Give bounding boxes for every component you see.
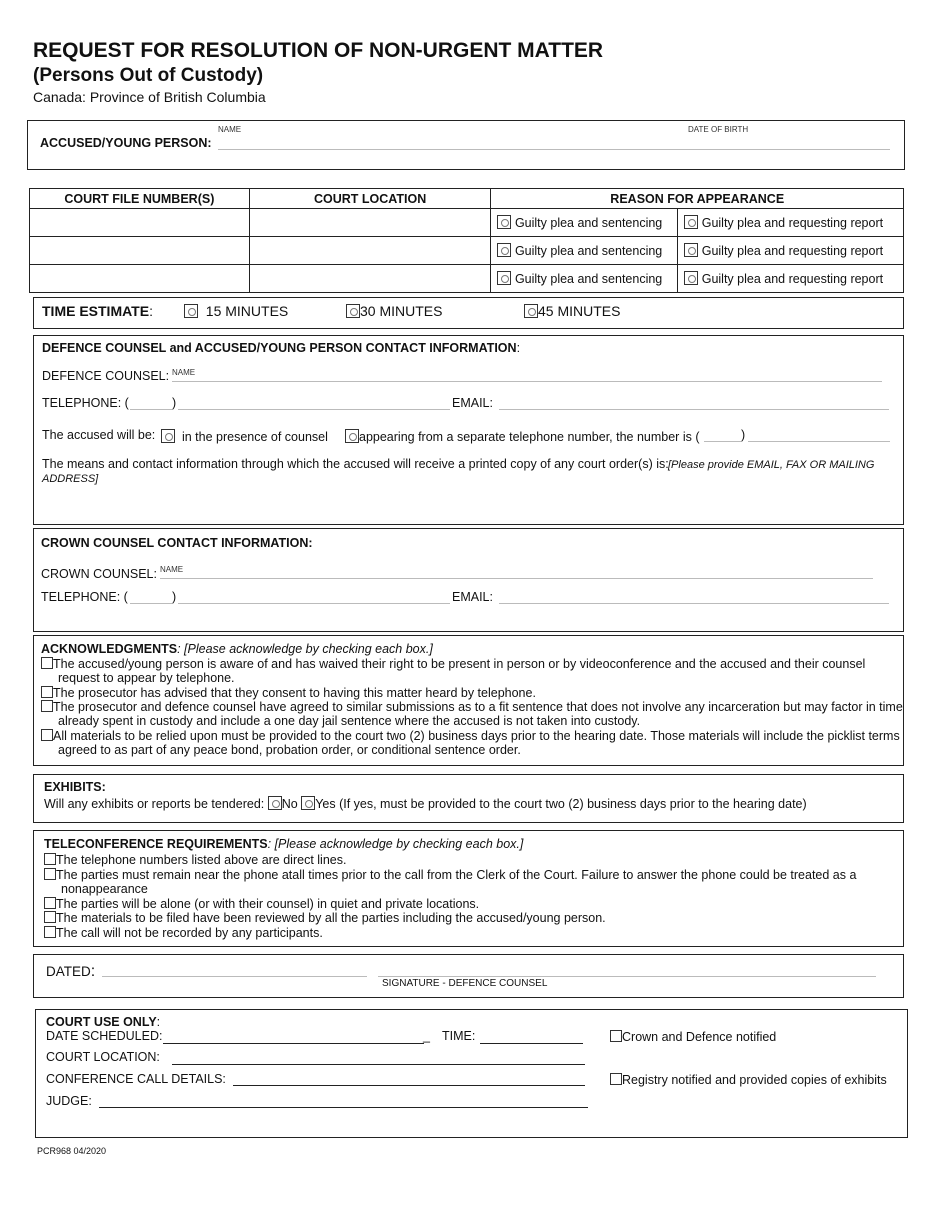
dated-label: DATED: [46,963,96,980]
exhibits-question: Will any exhibits or reports be tendered: No Yes (If yes, must be provided to the court two (2) business days prior to the hearing date) [44,797,807,811]
date-scheduled-field[interactable] [163,1043,424,1044]
conference-call-label: CONFERENCE CALL DETAILS: [46,1072,226,1086]
crown-counsel-label: CROWN COUNSEL: [41,567,157,581]
court-location-field[interactable] [172,1064,585,1065]
option-label: Guilty plea and requesting report [701,216,884,230]
exhibits-yes[interactable]: Yes (If yes, must be provided to the court two (2) business days prior to the hearing date) [315,797,807,811]
radio-icon[interactable] [301,796,315,810]
radio-icon[interactable] [346,304,360,318]
reason-option-b[interactable] [678,265,904,293]
ack-item-4: All materials to be relied upon must be provided to the court two (2) business days prior to the hearing date. Those materials will include the picklist terms agreed to as part of any peace bond, probation order, or conditional sentence order. [41,729,900,757]
time-estimate-label: TIME ESTIMATE: [42,303,153,319]
ack-item-3: The prosecutor and defence counsel have agreed to similar submissions as to a fit sentence that does not involve any incarceration but may factor in time already spent in custody and include a one day jail sentence where the accused is not taken into custody. [41,700,903,728]
date-scheduled-label: DATE SCHEDULED: [46,1029,163,1043]
checkbox-icon[interactable] [610,1073,622,1085]
file-number-cell[interactable] [30,237,250,265]
teleconference-heading: TELECONFERENCE REQUIREMENTS: [Please acknowledge by checking each box.] [44,837,524,851]
defence-telephone-close: ) [172,396,177,410]
radio-icon[interactable] [161,429,175,443]
form-subtitle: (Persons Out of Custody) [33,65,264,86]
radio-icon[interactable] [345,429,359,443]
table-header-row [30,189,904,209]
tele-item-4: The materials to be filed have been reviewed by all the parties including the accused/young person. [44,911,856,926]
defence-telephone-label: TELEPHONE: ( [42,396,129,410]
radio-icon[interactable] [268,796,282,810]
exhibits-heading: EXHIBITS: [44,780,106,794]
radio-icon[interactable] [497,243,511,257]
crown-telephone-close: ) [172,590,177,604]
tele-item-1: The telephone numbers listed above are direct lines. [44,853,856,868]
col-header-file-number: COURT FILE NUMBER(S) [30,189,250,209]
checkbox-icon[interactable] [41,700,53,712]
accused-will-be-label: The accused will be: [42,428,156,442]
crown-defence-notified[interactable]: Crown and Defence notified [610,1030,776,1044]
option-label: Guilty plea and requesting report [701,244,884,258]
checkbox-icon[interactable] [41,729,53,741]
accused-name-caption: NAME [218,125,242,134]
separate-area-code-field[interactable] [704,441,741,442]
ack-item-2: The prosecutor has advised that they consent to having this matter heard by telephone. [41,686,536,700]
crown-area-code-field[interactable] [130,603,172,604]
tele-item-2: The parties must remain near the phone atall times prior to the call from the Clerk of the Court. Failure to answer the phone could be treated as a [44,868,856,883]
defence-email-label: EMAIL: [452,396,493,410]
time-estimate-section [33,297,904,329]
defence-counsel-name-field[interactable] [172,381,882,382]
reason-option-b[interactable] [678,209,904,237]
acknowledgments-heading: ACKNOWLEDGMENTS: [Please acknowledge by checking each box.] [41,642,433,656]
date-scheduled-tail: _ [423,1029,430,1043]
court-location-cell[interactable] [249,265,491,293]
tele-item-3: The parties will be alone (or with their counsel) in quiet and private locations. [44,897,856,912]
registry-notified[interactable]: Registry notified and provided copies of exhibits [610,1073,887,1087]
defence-name-caption: NAME [172,368,196,377]
exhibits-no[interactable]: No [281,797,298,811]
court-location-cell[interactable] [249,209,491,237]
separate-number-option[interactable]: appearing from a separate telephone number, the number is ( [345,429,700,444]
reason-option-b[interactable] [678,237,904,265]
accused-name-field[interactable] [218,149,890,150]
radio-icon[interactable] [684,243,698,257]
checkbox-icon[interactable] [44,868,56,880]
table-row [30,209,904,237]
means-text: The means and contact information through which the accused will receive a printed copy of any court order(s) is: [42,457,669,471]
accused-label: ACCUSED/YOUNG PERSON: [40,136,212,150]
time-option-45[interactable]: 45 MINUTES [524,304,620,318]
file-number-cell[interactable] [30,209,250,237]
crown-name-caption: NAME [160,565,184,574]
dated-field[interactable] [102,976,367,977]
checkbox-icon[interactable] [41,657,53,669]
radio-icon[interactable] [684,271,698,285]
reason-option-a[interactable] [491,209,678,237]
radio-icon[interactable] [497,271,511,285]
teleconference-list: The telephone numbers listed above are direct lines. The parties must remain near the phone atall times prior to the call from the Clerk of the Court. Failure to answer the phone could be treated as a nonappearance The parties will be alone (or with their counsel) in quiet and private locations. The materials to be filed have been reviewed by all the parties including the accused/young person. The call will not be recorded by any participants. [44,853,856,940]
signature-caption: SIGNATURE - DEFENCE COUNSEL [382,978,548,989]
radio-icon[interactable] [524,304,538,318]
col-header-reason: REASON FOR APPEARANCE [491,189,904,209]
checkbox-icon[interactable] [44,911,56,923]
option-label: Guilty plea and sentencing [514,272,663,286]
defence-heading: DEFENCE COUNSEL and ACCUSED/YOUNG PERSON CONTACT INFORMATION: [42,341,521,355]
option-label: Guilty plea and requesting report [701,272,884,286]
col-header-court-location: COURT LOCATION [249,189,491,209]
jurisdiction: Canada: Province of British Columbia [33,89,266,105]
time-label: TIME: [442,1029,476,1043]
file-number-cell[interactable] [30,265,250,293]
ack-item-1: The accused/young person is aware of and has waived their right to be present in person or by videoconference and the accused and their counsel request to appear by telephone. [41,657,865,685]
defence-telephone-field[interactable] [178,409,450,410]
separate-number-field[interactable] [748,441,890,442]
radio-icon[interactable] [684,215,698,229]
defence-email-field[interactable] [499,409,889,410]
reason-option-a[interactable] [491,265,678,293]
crown-heading: CROWN COUNSEL CONTACT INFORMATION: [41,536,313,550]
means-hint: [Please provide EMAIL, FAX OR MAILING ADDRESS] [42,459,875,485]
tele-item-5: The call will not be recorded by any participants. [44,926,856,941]
crown-telephone-label: TELEPHONE: ( [41,590,128,604]
table-row [30,237,904,265]
court-location-label: COURT LOCATION: [46,1050,160,1064]
judge-field[interactable] [99,1107,588,1108]
presence-of-counsel-option[interactable]: in the presence of counsel [161,429,328,444]
crown-counsel-name-field[interactable] [160,578,873,579]
crown-email-label: EMAIL: [452,590,493,604]
form-code: PCR968 04/2020 [37,1146,107,1156]
court-use-heading: COURT USE ONLY: [46,1015,161,1029]
defence-counsel-label: DEFENCE COUNSEL: [42,369,170,383]
time-option-15[interactable]: 15 MINUTES [184,304,288,318]
crown-email-field[interactable] [499,603,889,604]
checkbox-icon[interactable] [610,1030,622,1042]
appearance-table [29,188,904,293]
defence-area-code-field[interactable] [130,409,172,410]
judge-label: JUDGE: [46,1094,92,1108]
table-row [30,265,904,293]
checkbox-icon[interactable] [44,926,56,938]
radio-icon[interactable] [184,304,198,318]
crown-telephone-field[interactable] [178,603,450,604]
court-location-cell[interactable] [249,237,491,265]
radio-icon[interactable] [497,215,511,229]
checkbox-icon[interactable] [44,897,56,909]
separate-number-close: ) [741,428,746,442]
time-option-30[interactable]: 30 MINUTES [346,304,442,318]
form-title: REQUEST FOR RESOLUTION OF NON-URGENT MATTER [33,39,604,62]
means-address-field[interactable] [42,488,892,518]
option-label: Guilty plea and sentencing [514,244,663,258]
checkbox-icon[interactable] [44,853,56,865]
time-field[interactable] [480,1043,583,1044]
conference-call-field[interactable] [233,1085,585,1086]
reason-option-a[interactable] [491,237,678,265]
signature-field[interactable] [378,976,876,977]
checkbox-icon[interactable] [41,686,53,698]
accused-dob-caption: DATE OF BIRTH [688,125,749,134]
option-label: Guilty plea and sentencing [514,216,663,230]
